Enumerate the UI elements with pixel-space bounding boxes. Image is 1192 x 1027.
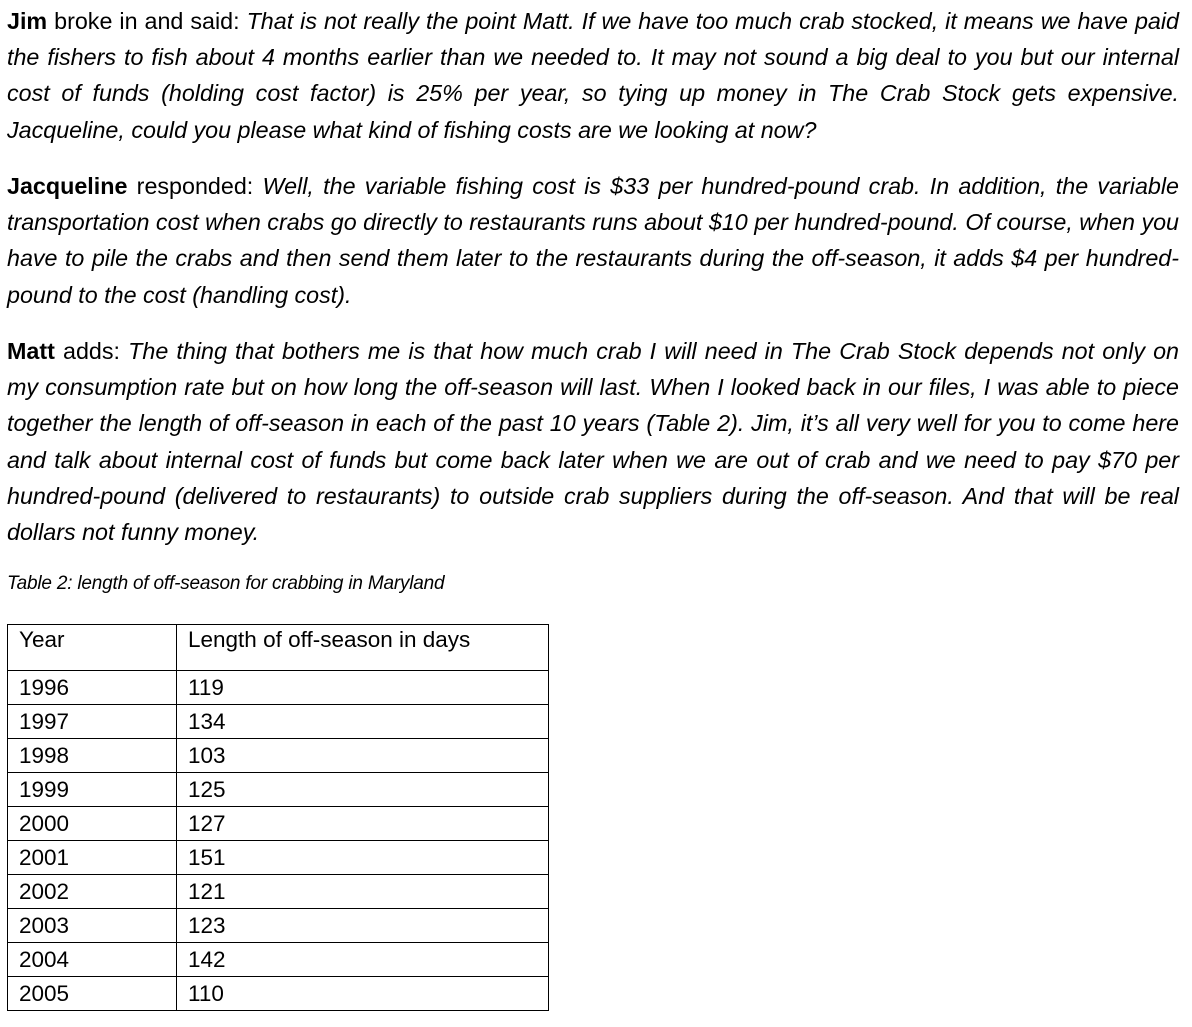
- table-header-row: [8, 625, 549, 671]
- table-row: [8, 705, 549, 739]
- table-row: [8, 671, 549, 705]
- cell-year: 2005: [8, 977, 177, 1011]
- speaker-name: Matt: [7, 338, 55, 364]
- cell-days: 125: [177, 773, 549, 807]
- speaker-name: Jim: [7, 8, 48, 34]
- cell-days: 151: [177, 841, 549, 875]
- quote-text: The thing that bothers me is that how much crab I will need in The Crab Stock depends not only on my consumption rate but on how long the off-season will last. When I looked back in our files, I was able to piece together the length of off-season in each of the past 10 years (Table 2). Jim, it’s all very well for you to come here and talk about internal cost of funds but come back later when we are out of crab and we need to pay $70 per hundred-pound (delivered to restaurants) to outside crab suppliers during the off-season. And that will be real dollars not funny money.: [7, 338, 1180, 546]
- cell-days: 119: [177, 671, 549, 705]
- paragraph-jacqueline: [7, 168, 1179, 313]
- cell-days: 121: [177, 875, 549, 909]
- quote-text: That is not really the point Matt. If we have too much crab stocked, it means we have paid the fishers to fish about 4 months earlier than we needed to. It may not sound a big deal to you but our internal cost of funds (holding cost factor) is 25% per year, so tying up money in The Crab Stock gets expensive. Jacqueline, could you please what kind of fishing costs are we looking at now?: [7, 8, 1179, 143]
- cell-year: 1999: [8, 773, 177, 807]
- cell-days: 103: [177, 739, 549, 773]
- paragraph-jim: [7, 3, 1179, 148]
- header-length: Length of off-season in days: [177, 625, 549, 671]
- cell-days: 110: [177, 977, 549, 1011]
- header-year: Year: [8, 625, 177, 671]
- table-caption: Table 2: length of off-season for crabbing in Maryland: [7, 573, 445, 594]
- off-season-table: [7, 624, 549, 1011]
- speaker-verb: broke in and said:: [47, 8, 247, 34]
- table-row: [8, 977, 549, 1011]
- cell-days: 134: [177, 705, 549, 739]
- table-row: [8, 773, 549, 807]
- speaker-verb: responded:: [127, 173, 263, 199]
- cell-year: 1996: [8, 671, 177, 705]
- table-row: [8, 943, 549, 977]
- cell-year: 2003: [8, 909, 177, 943]
- speaker-verb: adds:: [54, 338, 129, 364]
- cell-year: 1998: [8, 739, 177, 773]
- cell-days: 123: [177, 909, 549, 943]
- table-row: [8, 909, 549, 943]
- speaker-name: Jacqueline: [7, 173, 128, 199]
- paragraph-matt: [7, 333, 1179, 550]
- table-row: [8, 875, 549, 909]
- cell-year: 1997: [8, 705, 177, 739]
- cell-year: 2004: [8, 943, 177, 977]
- cell-year: 2001: [8, 841, 177, 875]
- cell-days: 127: [177, 807, 549, 841]
- table-row: [8, 807, 549, 841]
- table-row: [8, 841, 549, 875]
- quote-text: Well, the variable fishing cost is $33 per hundred-pound crab. In addition, the variable transportation cost when crabs go directly to restaurants runs about $10 per hundred-pound. Of course, when you have to pile the crabs and then send them later to the restaurants during the off-season, it adds $4 per hundred-pound to the cost (handling cost).: [7, 173, 1179, 308]
- cell-year: 2002: [8, 875, 177, 909]
- table-row: [8, 739, 549, 773]
- cell-days: 142: [177, 943, 549, 977]
- cell-year: 2000: [8, 807, 177, 841]
